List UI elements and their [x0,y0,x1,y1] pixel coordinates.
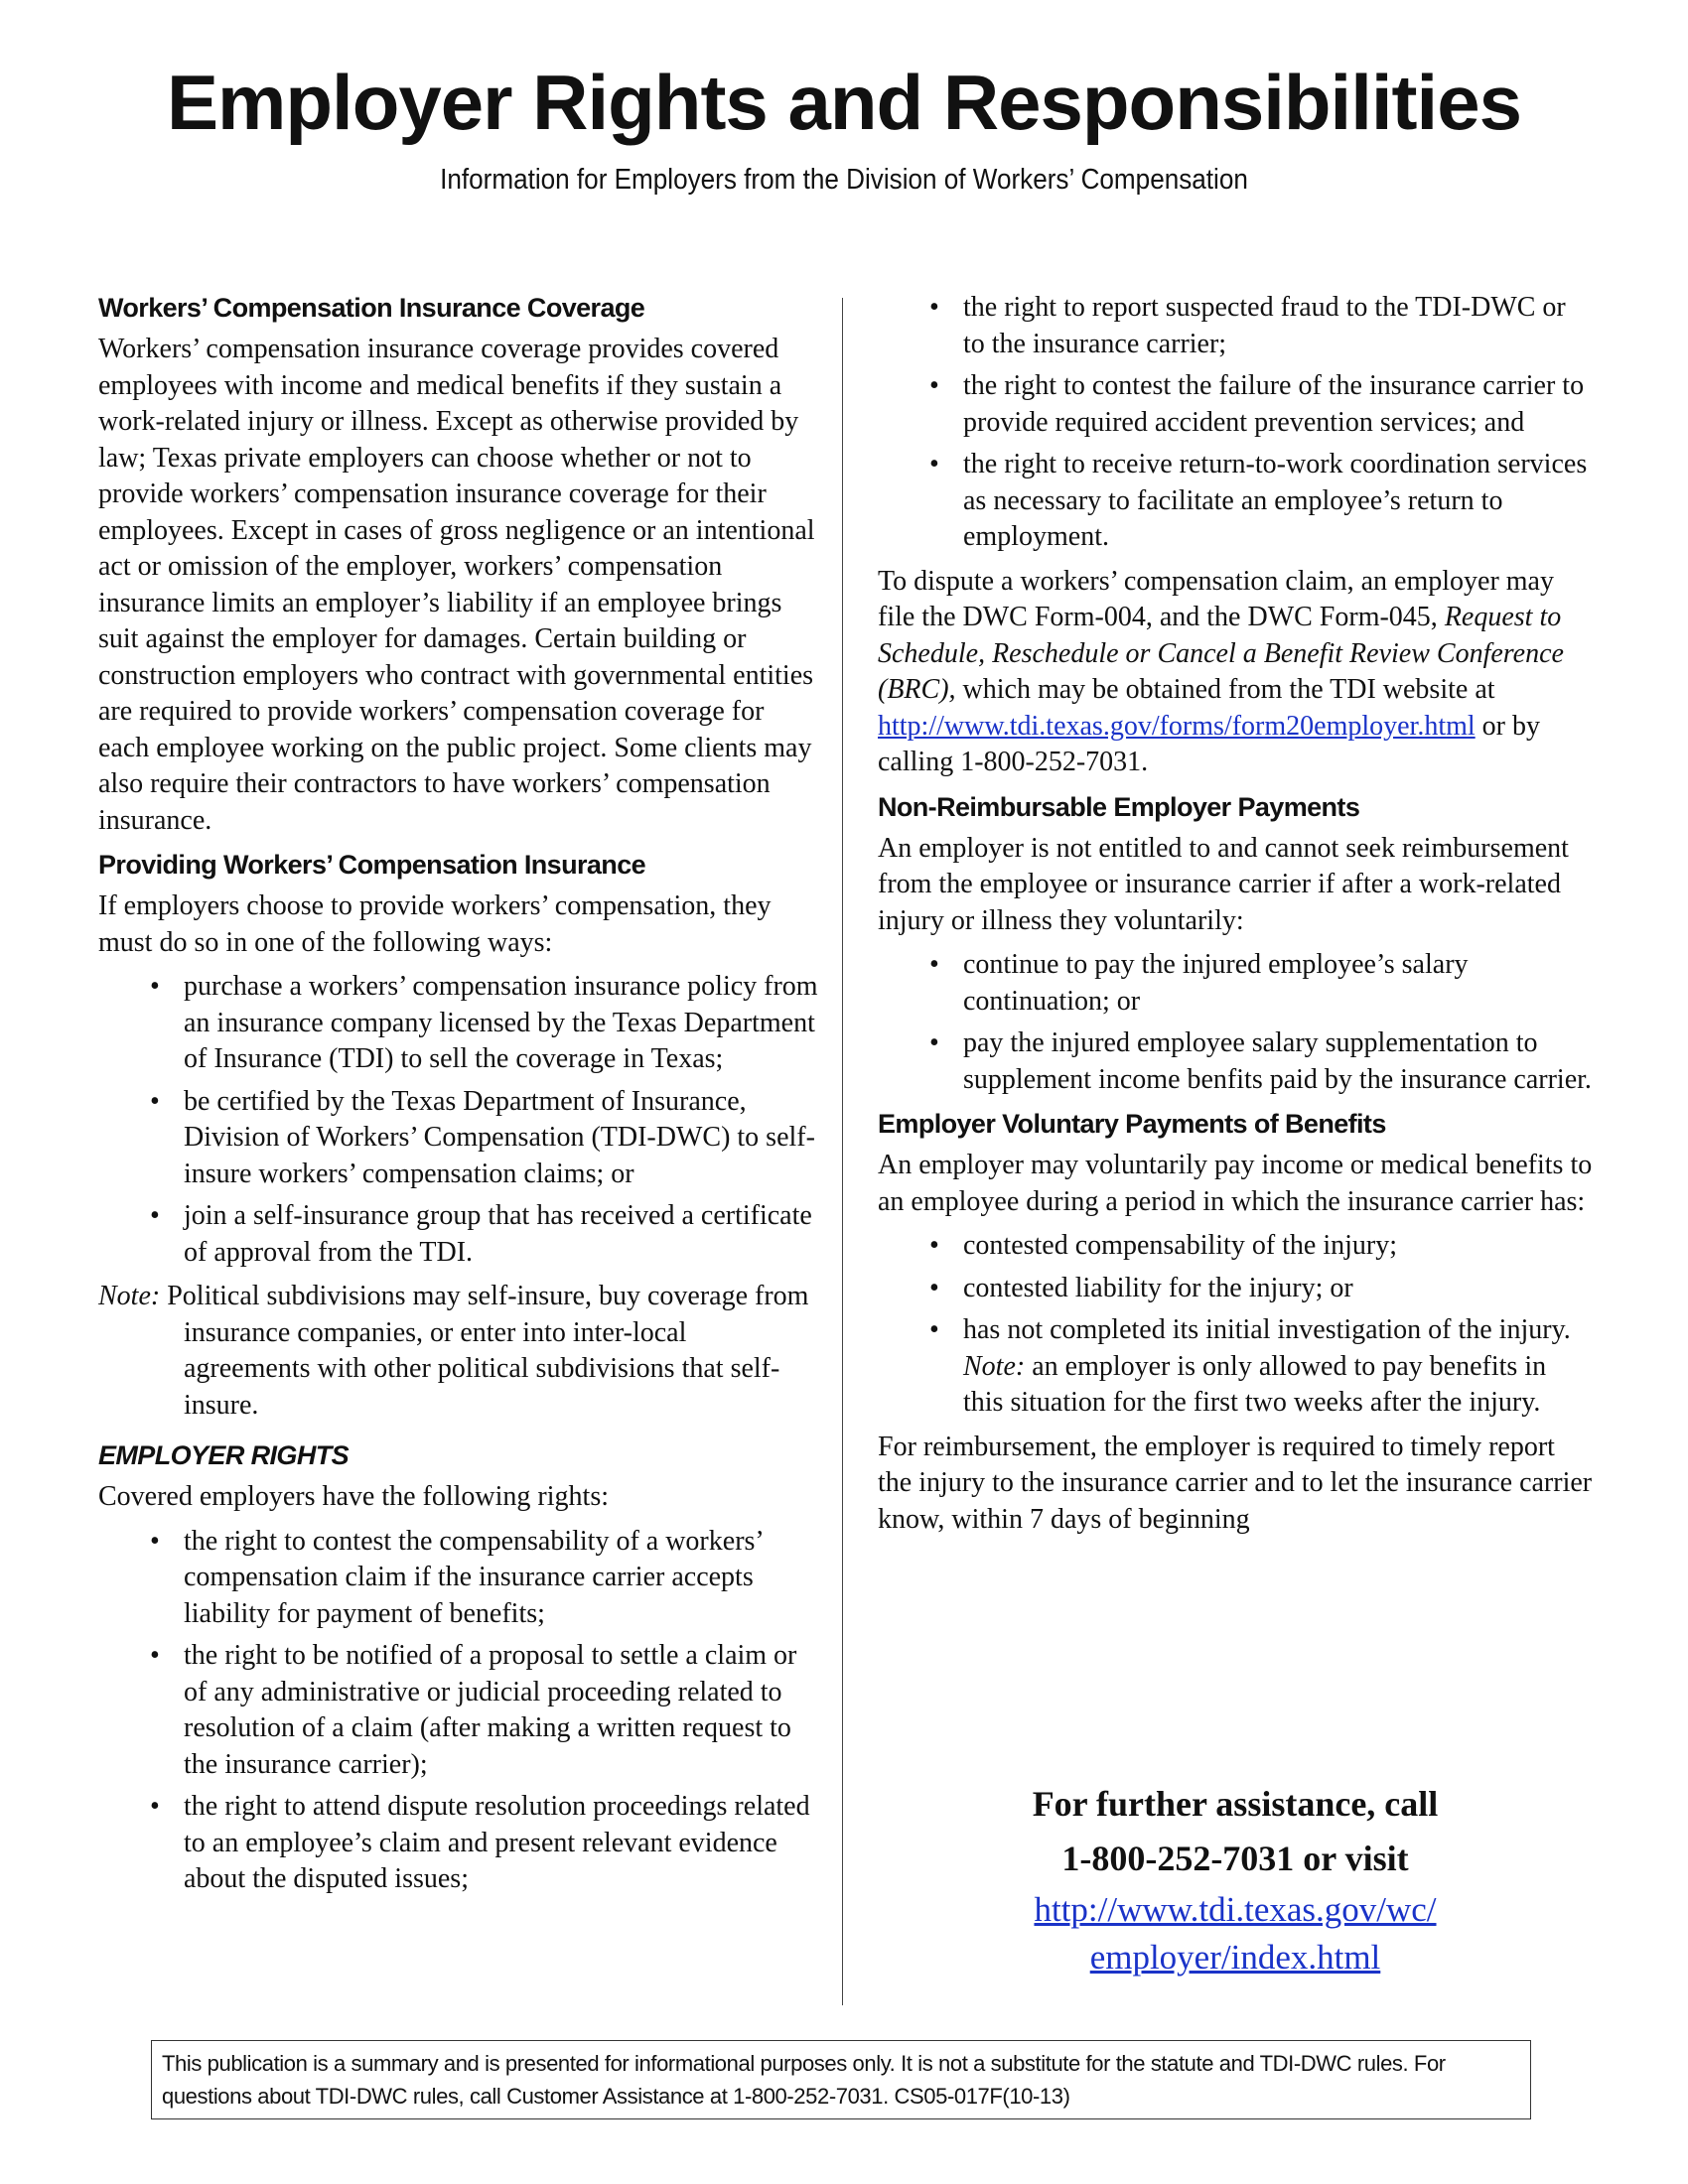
bullet-icon: • [929,1230,939,1261]
list-item [878,1271,1593,1307]
bullet-icon: • [929,1272,939,1303]
providing-heading: Providing Workers’ Compensation Insurance [98,850,646,880]
bullet-icon: • [150,1085,160,1117]
dispute-paragraph [878,564,1593,781]
list-item [878,368,1593,441]
coverage-heading: Workers’ Compensation Insurance Coverage [98,293,645,323]
list-item-text: the right to report suspected fraud to the TDI-DWC or to the insurance carrier; [963,292,1566,359]
list-item-text: purchase a workers’ compensation insurance policy from an insurance company licensed by the Texas Department of Insurance (TDI) to sell the coverage in Texas; [184,971,818,1074]
nonreimb-list [878,947,1593,1098]
list-item [878,1228,1593,1265]
list-item-text: pay the injured employee salary supplementation to supplement income benfits paid by the insurance carrier. [963,1027,1592,1095]
list-item [878,1312,1593,1422]
list-item-text: an employer is only allowed to pay benefits in this situation for the first two weeks after the injury. [963,1350,1547,1418]
bullet-icon: • [929,1314,939,1345]
rights-intro: Covered employers have the following rights: [98,1481,609,1512]
assist-line-1: For further assistance, call [1032,1784,1439,1824]
dispute-text: To dispute a workers’ compensation claim, an employer may file the DWC Form-004, and the DWC Form-045, [878,565,1554,632]
list-item [98,969,818,1078]
bullet-icon: • [150,1791,160,1822]
rights-list-continued [878,290,1593,556]
assist-link-1[interactable]: http://www.tdi.texas.gov/wc/ [1034,1890,1437,1929]
bullet-icon: • [929,1027,939,1058]
right-column [878,290,1593,1546]
list-item-text: the right to contest the compensability of a workers’ compensation claim if the insurance carrier accepts liability for payment of benefits; [184,1525,763,1629]
nonreimb-heading: Non-Reimbursable Employer Payments [878,791,1360,822]
bullet-icon: • [929,370,939,401]
rights-heading: EMPLOYER RIGHTS [98,1440,350,1470]
voluntary-intro: An employer may voluntarily pay income or medical benefits to an employee during a period in which the insurance carrier has: [878,1150,1593,1217]
footer-disclaimer: This publication is a summary and is presented for informational purposes only. It is not a substitute for the statute and TDI-DWC rules. For questions about TDI-DWC rules, call Customer Assistance at 1-800-252-7031. CS05-017F(10-13) [151,2040,1531,2119]
list-item-text: the right to attend dispute resolution proceedings related to an employee’s claim and present relevant evidence about the disputed issues; [184,1791,810,1894]
column-divider [842,298,843,2005]
list-item-text: continue to pay the injured employee’s salary continuation; or [963,949,1469,1017]
list-item-text: the right to receive return-to-work coordination services as necessary to facilitate an employee’s return to employment. [963,449,1588,552]
list-item-text: the right to be notified of a proposal to settle a claim or of any administrative or judicial proceeding related to resolution of a claim (after making a written request to the insurance carrier); [184,1640,797,1780]
forms-link[interactable]: http://www.tdi.texas.gov/forms/form20employer.html [878,710,1476,742]
reimbursement-text: For reimbursement, the employer is required to timely report the injury to the insurance carrier and to let the insurance carrier know, within 7 days of beginning [878,1431,1593,1535]
list-item-text: be certified by the Texas Department of Insurance, Division of Workers’ Compensation (TDI-DWC) to self-insure workers’ compensation claims; or [184,1085,815,1189]
list-item-text: join a self-insurance group that has received a certificate of approval from the TDI. [184,1200,812,1268]
note-paragraph [98,1279,818,1424]
assistance-block [878,1777,1593,1981]
page-title: Employer Rights and Responsibilities [167,59,1521,146]
note-label: Note: [963,1350,1026,1382]
bullet-icon: • [929,949,939,980]
voluntary-heading: Employer Voluntary Payments of Benefits [878,1109,1386,1139]
list-item-text: contested compensability of the injury; [963,1230,1398,1261]
list-item [878,290,1593,362]
bullet-icon: • [150,1525,160,1557]
list-item-text: contested liability for the injury; or [963,1272,1353,1303]
dispute-text: which may be obtained from the TDI website at [962,674,1495,705]
providing-list [98,969,818,1271]
list-item [878,947,1593,1020]
coverage-text: Workers’ compensation insurance coverage provides covered employees with income and medical benefits if they sustain a work-related injury or illness. Except as otherwise provided by law; Texas private employers can choose whether or not to provide workers’ compensation insurance coverage for their employees. Except in cases of gross negligence or an intentional act or omission of the employer, workers’ compensation insurance limits an employer’s liability if an employee brings suit against the employer for damages. Certain building or construction employers who contract with governmental entities are required to provide workers’ compensation coverage for each employee working on the public project. Some clients may also require their contractors to have workers’ compensation insurance. [98,334,815,836]
list-item [98,1198,818,1271]
assist-link-2[interactable]: employer/index.html [1089,1938,1381,1977]
bullet-icon: • [929,449,939,479]
note-text: Political subdivisions may self-insure, buy coverage from insurance companies, or enter into inter-local agreements with other political subdivisions that self-insure. [167,1281,809,1421]
rights-list [98,1524,818,1898]
assist-line-2: 1-800-252-7031 or visit [1061,1839,1409,1878]
bullet-icon: • [150,971,160,1002]
note-label: Note: [98,1281,161,1311]
list-item [98,1638,818,1783]
dispute-text: or by calling 1-800-252-7031. [878,710,1540,777]
list-item [98,1084,818,1193]
page-subtitle: Information for Employers from the Division of Workers’ Compensation [440,164,1248,196]
list-item-text: the right to contest the failure of the insurance carrier to provide required accident prevention services; and [963,370,1585,438]
list-item [878,1025,1593,1098]
dispute-form-title: Request to Schedule, Reschedule or Cancel a Benefit Review Conference (BRC), [878,602,1564,705]
voluntary-list [878,1228,1593,1422]
providing-intro: If employers choose to provide workers’ compensation, they must do so in one of the following ways: [98,890,772,958]
bullet-icon: • [150,1640,160,1671]
bullet-icon: • [929,292,939,323]
list-item [878,447,1593,556]
bullet-icon: • [150,1200,160,1231]
list-item [98,1789,818,1898]
left-column [98,290,818,1906]
list-item-text: has not completed its initial investigation of the injury. [963,1314,1571,1345]
nonreimb-intro: An employer is not entitled to and cannot seek reimbursement from the employee or insurance carrier if after a work-related injury or illness they voluntarily: [878,832,1569,936]
list-item [98,1524,818,1633]
